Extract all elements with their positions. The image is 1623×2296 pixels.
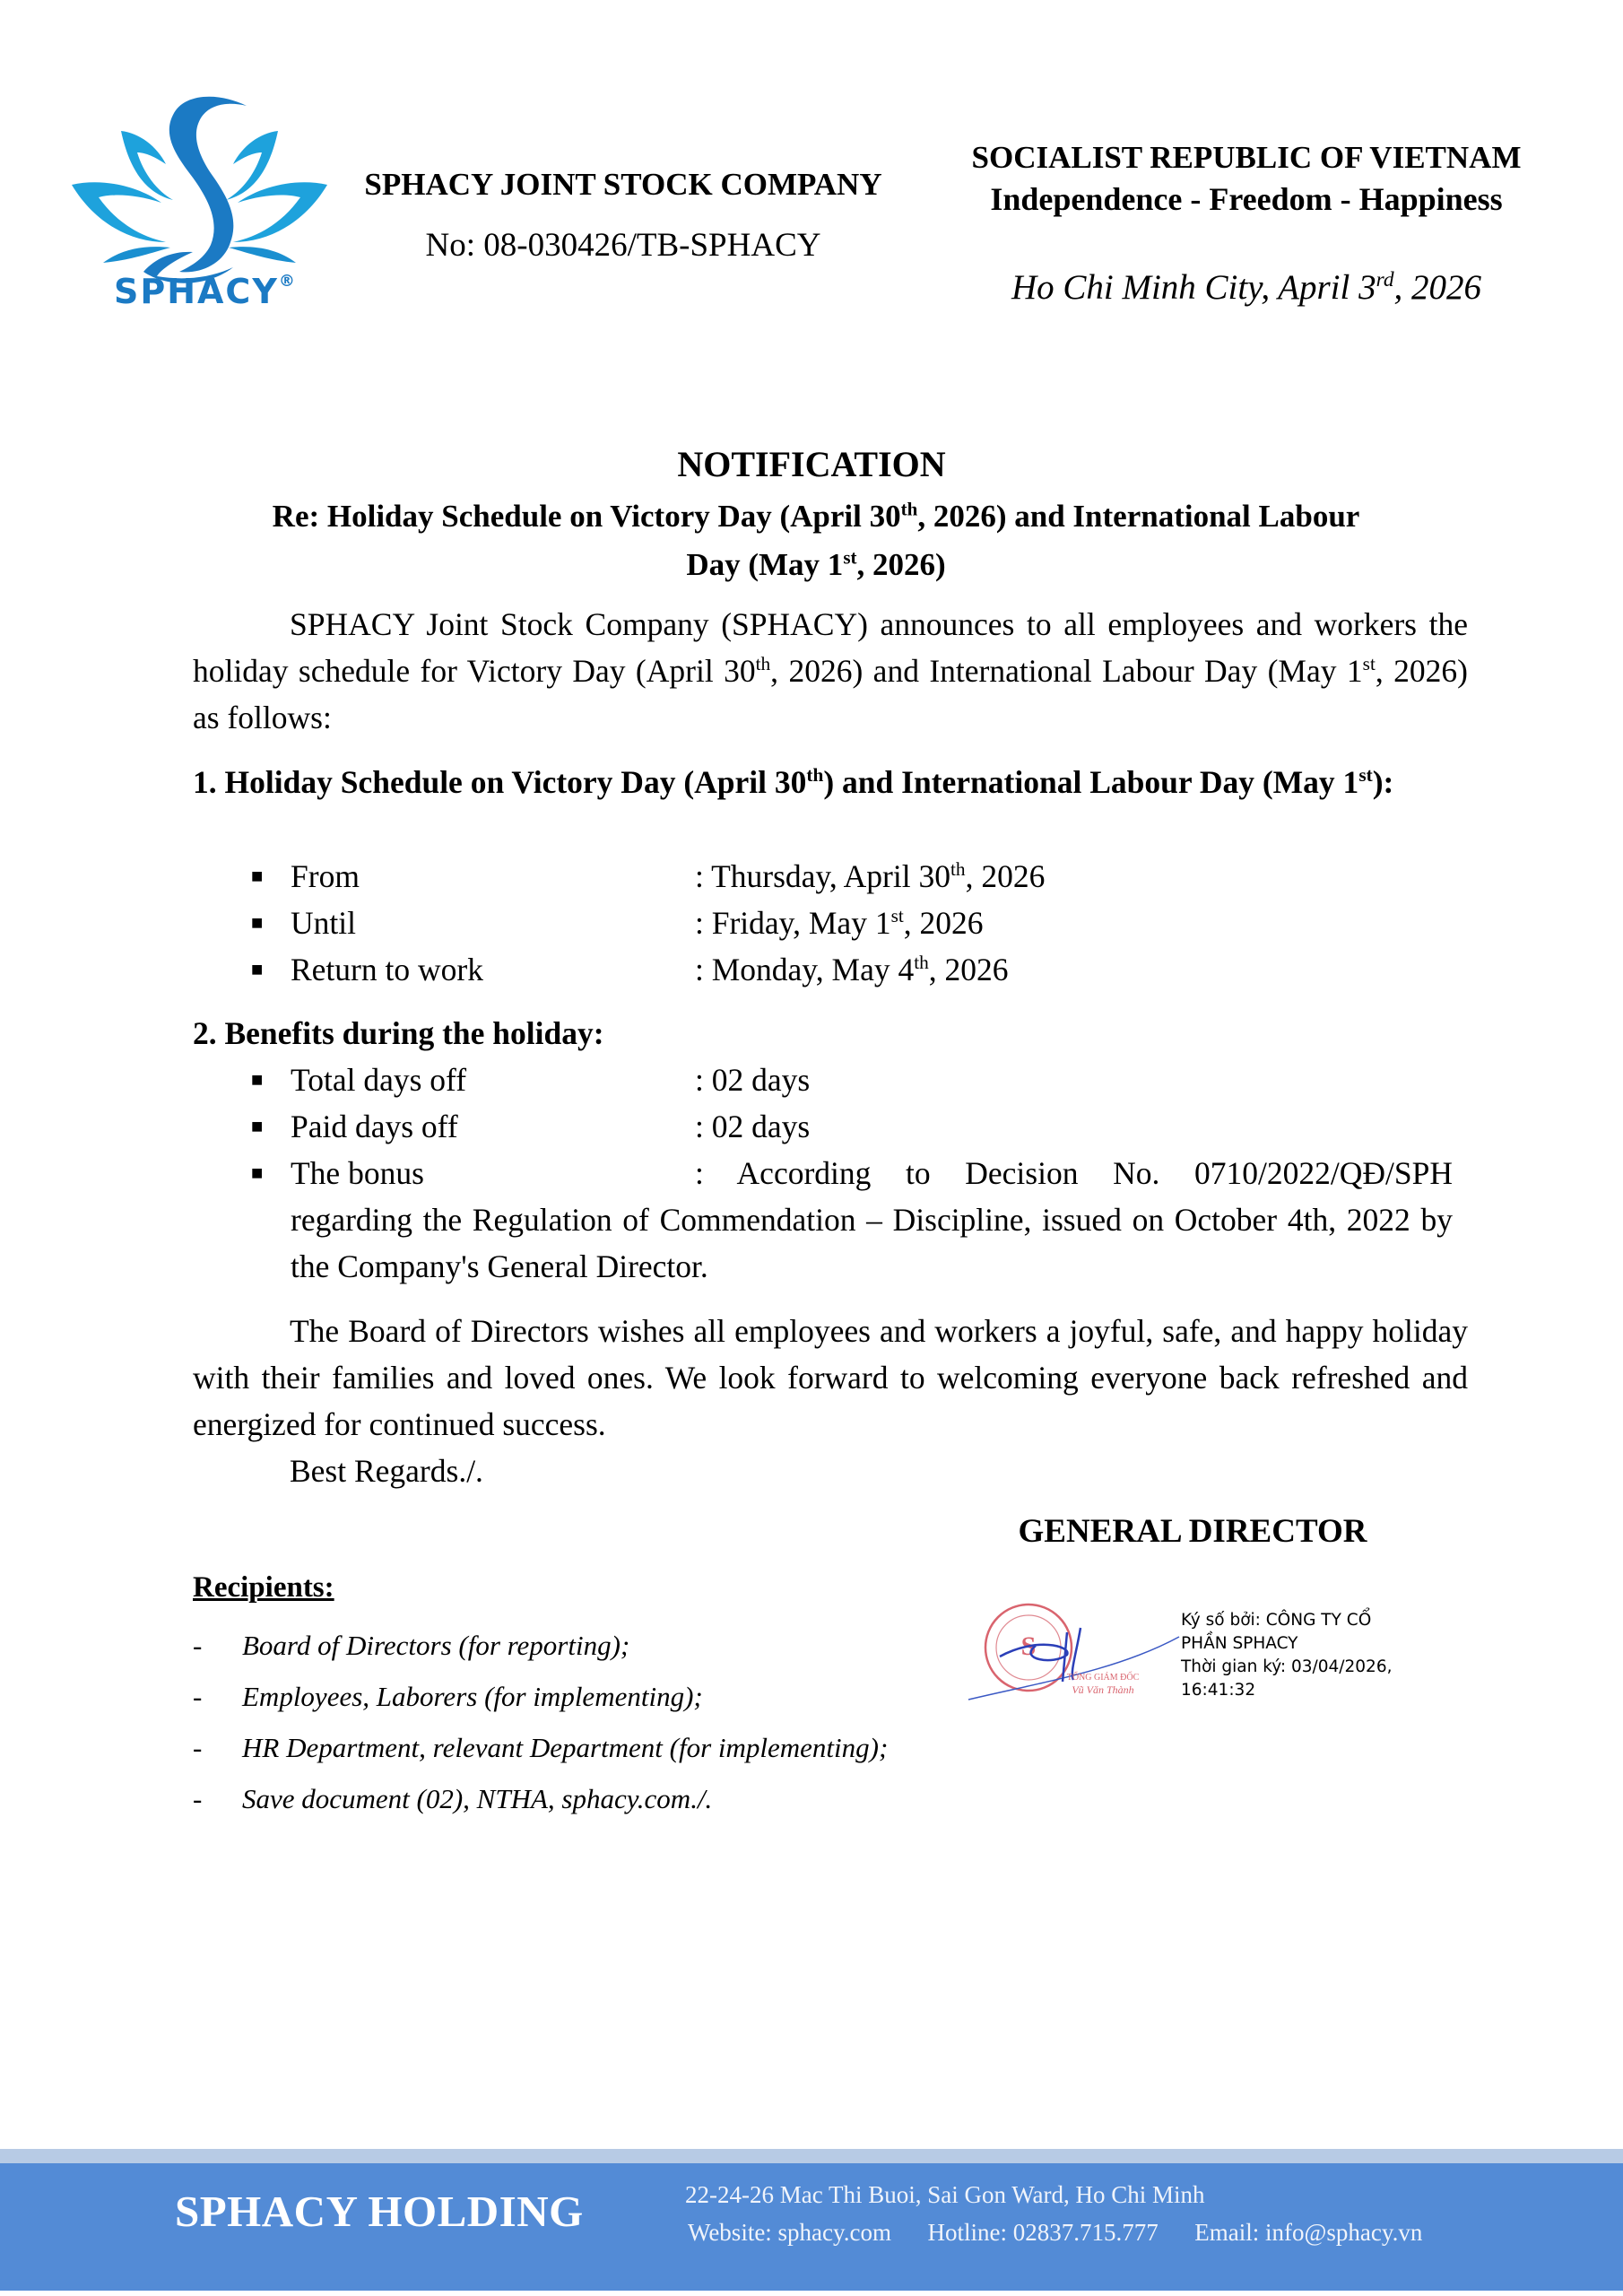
republic-name: SOCIALIST REPUBLIC OF VIETNAM: [971, 140, 1522, 175]
item-value: : 02 days: [695, 1062, 811, 1098]
intro-sup: th: [755, 653, 771, 675]
signed-by: Ký số bởi: CÔNG TY CỔ PHẦN SPHACY: [1181, 1611, 1372, 1653]
section-1-heading: [193, 759, 1468, 805]
bonus-item: [251, 1150, 1453, 1293]
company-stamp-icon: [964, 1601, 1188, 1704]
footer-website[interactable]: Website: sphacy.com: [688, 2219, 892, 2246]
footer-address: 22-24-26 Mac Thi Buoi, Sai Gon Ward, Ho Chi Minh: [685, 2181, 1205, 2208]
item-label: Until: [291, 905, 356, 941]
national-header: [933, 136, 1560, 221]
footer-hotline[interactable]: Hotline: 02837.715.777: [927, 2219, 1159, 2246]
stamp-title: TỔNG GIÁM ĐỐC: [1066, 1673, 1140, 1683]
national-motto: Independence - Freedom - Happiness: [990, 181, 1503, 217]
logo-text: SPHACY: [114, 272, 279, 311]
item-label: Return to work: [291, 952, 483, 987]
bullet-icon: ■: [251, 958, 264, 980]
item-value-continued: regarding the Regulation of Commendation – Discipline, issued on October 4th, 2022 by the Company's General Director.: [291, 1202, 1453, 1284]
intro-sup: st: [1362, 653, 1376, 675]
recipient-text: HR Department, relevant Department (for implementing);: [242, 1732, 889, 1763]
regards: Best Regards./.: [290, 1453, 483, 1489]
heading-sup: st: [1358, 764, 1373, 787]
heading-text: 1. Holiday Schedule on Victory Day (April 30: [193, 764, 807, 800]
subject-text: , 2026): [856, 547, 946, 582]
schedule-item: [251, 900, 1453, 946]
recipient-text: Board of Directors (for reporting);: [242, 1630, 630, 1661]
digital-signature-info: [1181, 1609, 1405, 1702]
footer-contact: [688, 2219, 1422, 2247]
item-label: Total days off: [291, 1062, 467, 1098]
footer-strip: [0, 2149, 1623, 2163]
section-2-heading: 2. Benefits during the holiday:: [193, 1015, 604, 1051]
subject-text: , 2026) and International Labour: [917, 499, 1360, 534]
item-value: : 02 days: [695, 1109, 811, 1144]
bullet-icon: ■: [251, 911, 264, 934]
heading-sup: th: [806, 764, 824, 787]
recipients-heading: Recipients:: [193, 1571, 334, 1604]
stamp-name: Vũ Văn Thành: [1072, 1683, 1134, 1696]
bullet-icon: ■: [251, 1161, 264, 1184]
item-value: : Monday, May 4th, 2026: [695, 952, 1009, 987]
place-date: [933, 267, 1560, 308]
bullet-icon: ■: [251, 865, 264, 887]
intro-text: SPHACY Joint Stock Company (SPHACY) announces to all employees and workers the holiday schedule for Victory Day (April 30: [193, 606, 1468, 689]
item-label: The bonus: [291, 1155, 424, 1191]
document-title: NOTIFICATION: [677, 444, 946, 484]
recipient-text: Employees, Laborers (for implementing);: [242, 1681, 703, 1712]
intro-text: , 2026) and International Labour Day (May 1: [770, 653, 1363, 689]
closing-text: The Board of Directors wishes all employees and workers a joyful, safe, and happy holiday with their families and loved ones. We look forward to welcoming everyone back refreshed and energized for continued success.: [193, 1313, 1468, 1442]
item-label: From: [291, 858, 360, 894]
bullet-icon: ■: [251, 1115, 264, 1137]
schedule-item: [251, 853, 1453, 900]
item-value: : Thursday, April 30th, 2026: [695, 858, 1046, 894]
place-date-sup: rd: [1376, 268, 1394, 291]
signed-time: Thời gian ký: 03/04/2026, 16:41:32: [1181, 1657, 1393, 1700]
benefit-item: [251, 1103, 1453, 1150]
bullet-icon: ■: [251, 1068, 264, 1091]
place-date-year: , 2026: [1393, 268, 1482, 307]
subject-sup: st: [843, 546, 857, 569]
signature-stamp: [964, 1601, 1188, 1704]
item-label: Paid days off: [291, 1109, 458, 1144]
intro-text: , 2026) as follows:: [193, 653, 1468, 735]
item-value: : According to Decision No. 0710/2022/QĐ/SPH: [695, 1155, 1453, 1191]
item-value: : Friday, May 1st, 2026: [695, 905, 984, 941]
document-number: No: 08-030426/TB-SPHACY: [425, 227, 821, 264]
closing-paragraph: [193, 1308, 1468, 1448]
intro-paragraph: [193, 601, 1468, 741]
document-subject: [193, 492, 1439, 589]
footer-email[interactable]: Email: info@sphacy.vn: [1194, 2219, 1423, 2246]
schedule-item: [251, 946, 1453, 993]
registered-mark: ®: [278, 272, 297, 291]
footer-brand: SPHACY HOLDING: [175, 2187, 584, 2236]
benefit-item: [251, 1057, 1453, 1103]
company-logo: [67, 88, 332, 321]
subject-sup: th: [900, 498, 918, 520]
heading-text: ):: [1372, 764, 1394, 800]
place-date-text: Ho Chi Minh City, April 3: [1011, 268, 1376, 307]
subject-text: Day (May 1: [686, 547, 844, 582]
svg-text:S: S: [1020, 1631, 1037, 1661]
company-name: SPHACY JOINT STOCK COMPANY: [364, 167, 882, 202]
subject-text: Re: Holiday Schedule on Victory Day (April 30: [272, 499, 901, 534]
heading-text: ) and International Labour Day (May 1: [823, 764, 1359, 800]
recipient-text: Save document (02), NTHA, sphacy.com./.: [242, 1783, 713, 1814]
signatory-position: GENERAL DIRECTOR: [1018, 1513, 1367, 1550]
